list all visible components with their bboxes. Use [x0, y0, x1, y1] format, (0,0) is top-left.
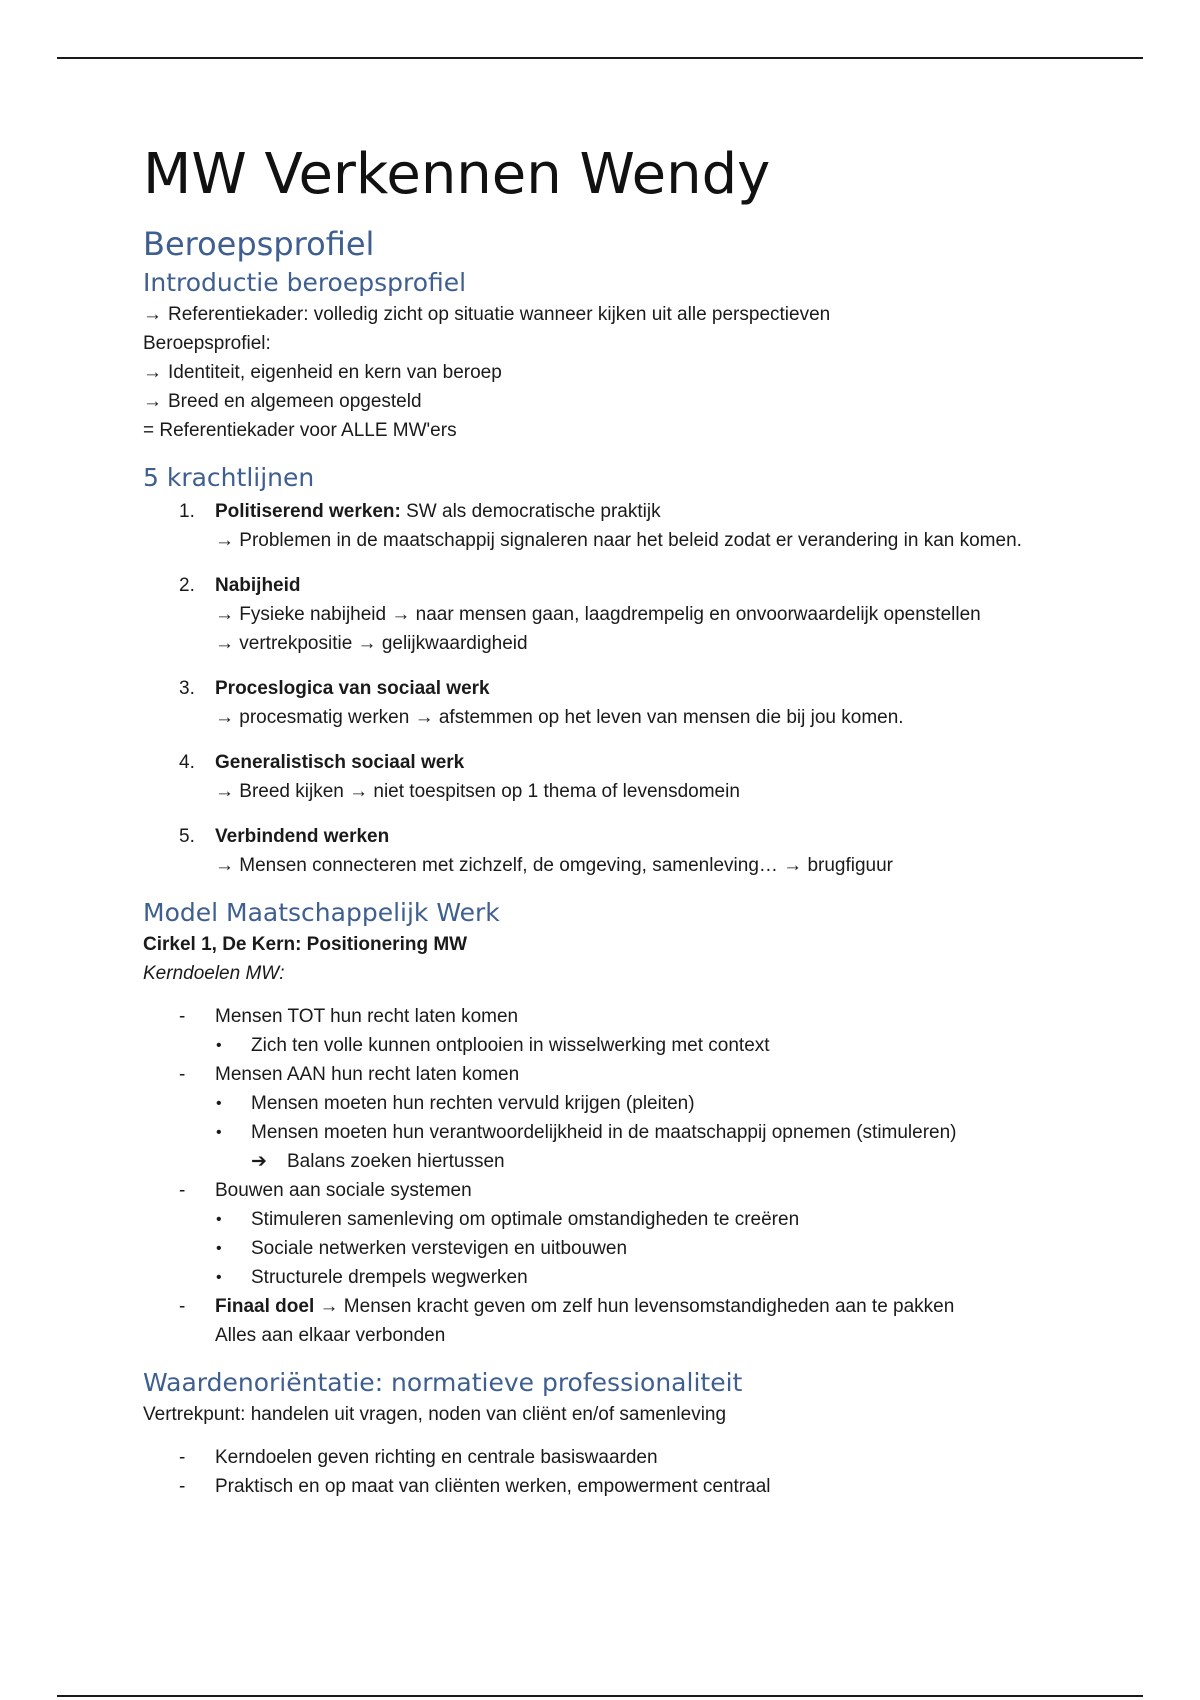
arrow-icon: →: [143, 391, 162, 412]
bullet-icon: •: [216, 1095, 222, 1112]
bullet-icon: •: [216, 1240, 222, 1257]
closing-line: Alles aan elkaar verbonden: [215, 1325, 446, 1346]
kerndoelen-label: Kerndoelen MW:: [143, 963, 285, 984]
heading-krachtlijnen: 5 krachtlijnen: [143, 463, 315, 492]
list-item: • Sociale netwerken verstevigen en uitbouwen: [143, 1234, 1073, 1263]
list-item: 5. Verbindend werken → Mensen connecteren met zichzelf, de omgeving, samenleving… → brugfiguur: [179, 826, 894, 876]
kerndoelen-list: [143, 1002, 1073, 1350]
footer-rule: [57, 1695, 1143, 1697]
document-title: MW Verkennen Wendy: [143, 142, 771, 207]
intro-line: → Referentiekader: volledig zicht op situatie wanneer kijken uit alle perspectieven: [143, 300, 1073, 329]
list-item: - Mensen AAN hun recht laten komen: [179, 1064, 520, 1085]
intro-lines: [143, 300, 1073, 445]
waarden-list: [143, 1443, 1073, 1501]
list-item: 1. Politiserend werken: SW als democratische praktijk → Problemen in de maatschappij signaleren naar het beleid zodat er verandering in kan komen.: [179, 501, 1022, 551]
intro-line: Beroepsprofiel:: [143, 333, 271, 354]
list-item: • Zich ten volle kunnen ontplooien in wisselwerking met context: [143, 1031, 1073, 1060]
intro-line: → Breed en algemeen opgesteld: [143, 387, 1073, 416]
arrow-icon: →: [143, 304, 162, 325]
list-item: - Kerndoelen geven richting en centrale basiswaarden: [179, 1447, 658, 1468]
intro-line: = Referentiekader voor ALLE MW'ers: [143, 420, 457, 441]
arrow-icon: ➔: [251, 1151, 267, 1172]
circle-label: Cirkel 1, De Kern: Positionering MW: [143, 934, 468, 955]
bullet-icon: •: [216, 1037, 222, 1054]
waarden-intro: Vertrekpunt: handelen uit vragen, noden van cliënt en/of samenleving: [143, 1404, 727, 1425]
list-item: • Mensen moeten hun verantwoordelijkheid in de maatschappij opnemen (stimuleren): [143, 1118, 1073, 1147]
heading-introductie: Introductie beroepsprofiel: [143, 268, 467, 297]
list-item: 3. Proceslogica van sociaal werk → procesmatig werken → afstemmen op het leven van mensen die bij jou komen.: [179, 678, 904, 728]
list-item: • Structurele drempels wegwerken: [143, 1263, 1073, 1292]
document-body: [143, 138, 1073, 1501]
bullet-icon: •: [216, 1269, 222, 1286]
list-item: ➔ Balans zoeken hiertussen: [143, 1147, 1073, 1176]
heading-model: Model Maatschappelijk Werk: [143, 898, 500, 927]
arrow-icon: →: [143, 362, 162, 383]
list-item: • Stimuleren samenleving om optimale omstandigheden te creëren: [143, 1205, 1073, 1234]
intro-line: → Identiteit, eigenheid en kern van beroep: [143, 358, 1073, 387]
list-item: 2. Nabijheid → Fysieke nabijheid → naar mensen gaan, laagdrempelig en onvoorwaardelijk openstellen → vertrekpositie → gelijkwaardigheid: [179, 575, 981, 654]
heading-beroepsprofiel: Beroepsprofiel: [143, 225, 375, 263]
list-item: 4. Generalistisch sociaal werk → Breed kijken → niet toespitsen op 1 thema of levensdomein: [179, 752, 740, 802]
list-item: - Praktisch en op maat van cliënten werken, empowerment centraal: [179, 1476, 771, 1497]
bullet-icon: •: [216, 1211, 222, 1228]
list-item: - Mensen TOT hun recht laten komen: [179, 1006, 519, 1027]
header-rule: [57, 57, 1143, 59]
list-item: - Bouwen aan sociale systemen: [179, 1180, 472, 1201]
bullet-icon: •: [216, 1124, 222, 1141]
heading-waarden: Waardenoriëntatie: normatieve professionaliteit: [143, 1368, 743, 1397]
list-item: • Mensen moeten hun rechten vervuld krijgen (pleiten): [143, 1089, 1073, 1118]
krachtlijnen-list: [143, 497, 1073, 880]
list-item: - Finaal doel → Mensen kracht geven om zelf hun levensomstandigheden aan te pakken: [179, 1296, 955, 1317]
